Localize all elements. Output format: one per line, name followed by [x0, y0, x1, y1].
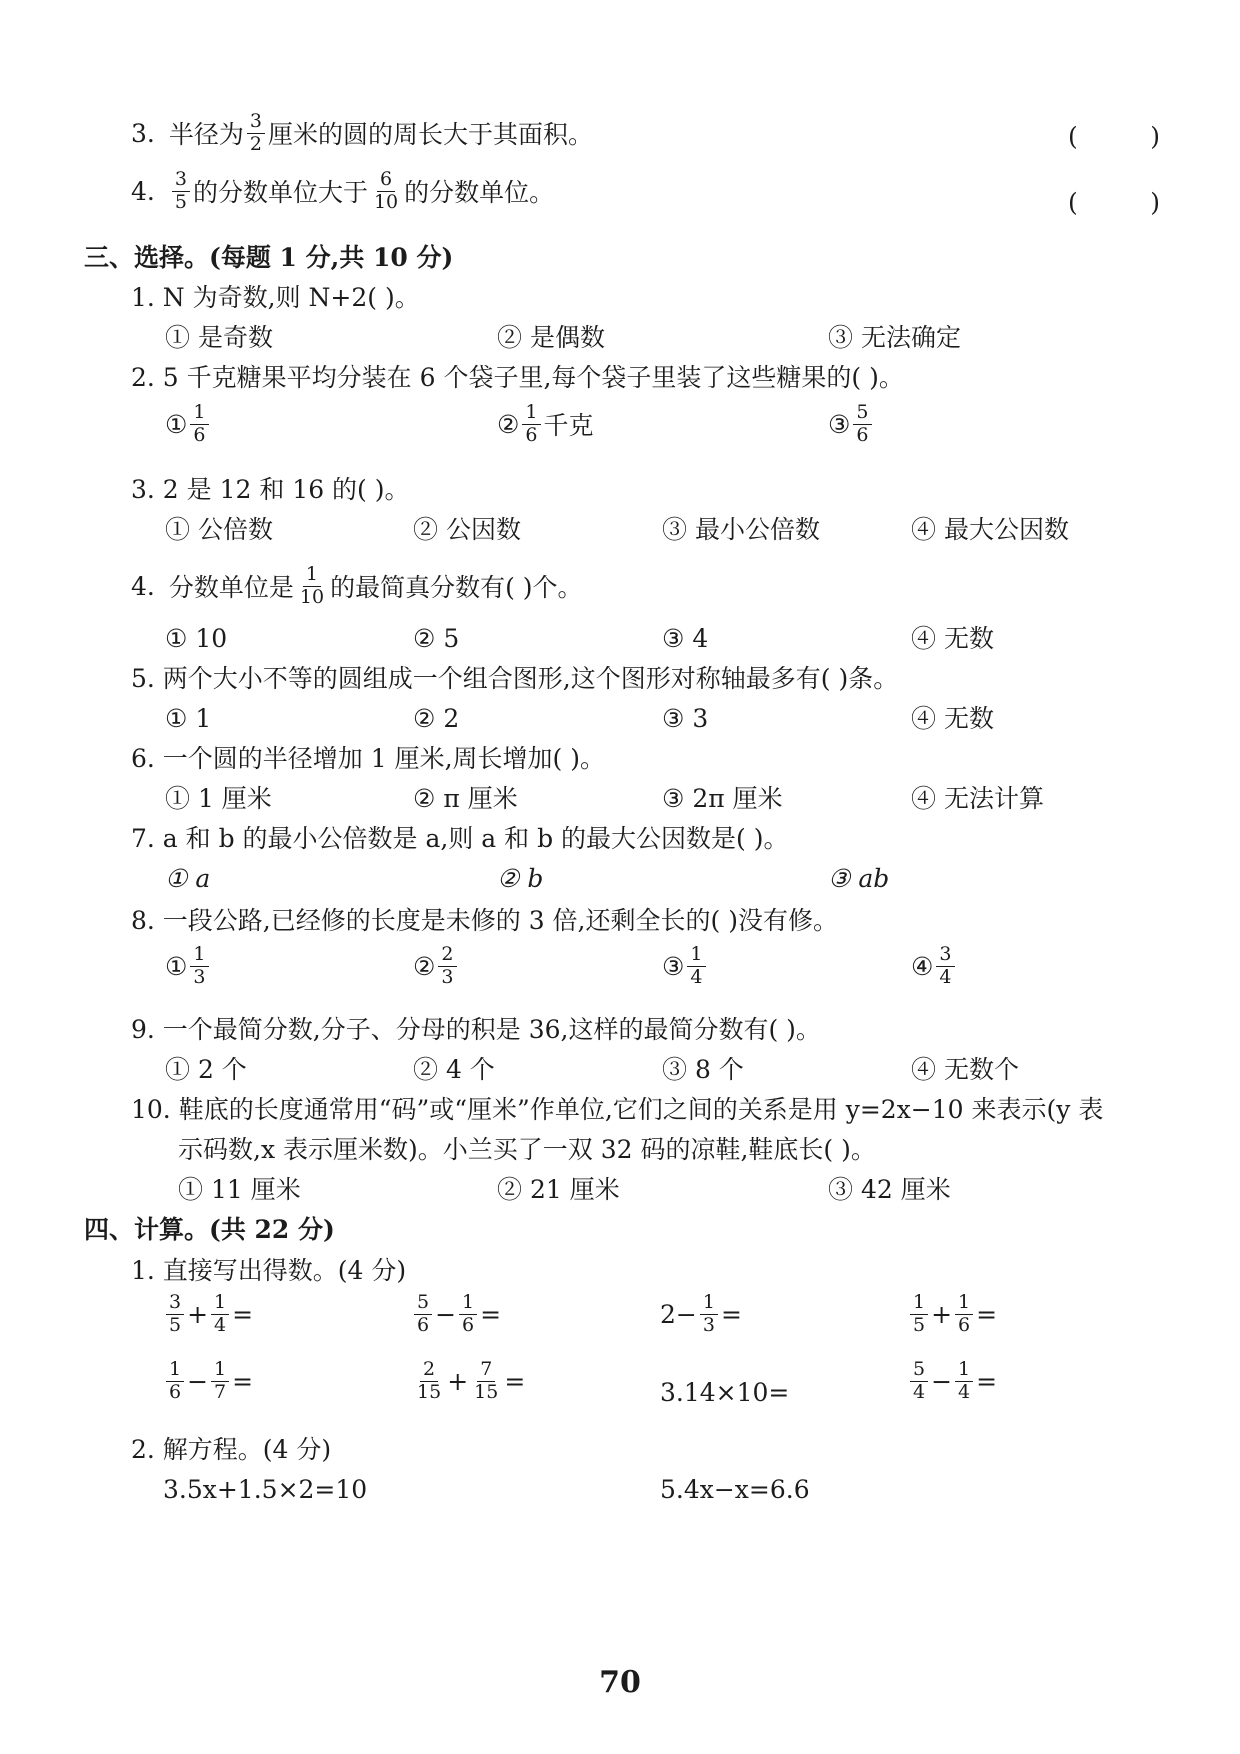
calc-expression: $\frac{5}{4}$ − $\frac{1}{4}$ = [907, 1360, 997, 1403]
choice-option[interactable]: ① 1 [165, 704, 212, 733]
choice-option[interactable]: ③ 最小公倍数 [662, 515, 820, 544]
question-text: 厘米的圆的周长大于其面积。 [267, 120, 593, 150]
page-number: 70 [599, 1665, 641, 1700]
choice-question-1: 1. N 为奇数,则 N+2( )。 [131, 283, 420, 312]
question-text: 的分数单位。 [404, 178, 555, 208]
choice-option[interactable]: ③ 8 个 [662, 1055, 744, 1084]
choice-option[interactable]: ④ 最大公因数 [911, 515, 1069, 544]
question-number: 4. [131, 176, 155, 206]
choice-question-8: 8. 一段公路,已经修的长度是未修的 3 倍,还剩全长的( )没有修。 [131, 906, 838, 935]
choice-option[interactable]: ④ 无法计算 [911, 784, 1044, 813]
choice-option[interactable]: ① $\frac{1}{6}$ [165, 403, 212, 446]
choice-option[interactable]: ① 11 厘米 [178, 1175, 301, 1204]
choice-option[interactable]: ② $\frac{1}{6}$ 千克 [497, 401, 594, 446]
choice-question-5: 5. 两个大小不等的圆组成一个组合图形,这个图形对称轴最多有( )条。 [131, 664, 899, 693]
choice-question-2: 2. 5 千克糖果平均分装在 6 个袋子里,每个袋子里装了这些糖果的( )。 [131, 363, 904, 392]
choice-option[interactable]: ③ ab [828, 864, 890, 893]
choice-option[interactable]: ④ 无数 [911, 704, 994, 733]
choice-option[interactable]: ① 2 个 [165, 1055, 247, 1084]
choice-option[interactable]: ① 公倍数 [165, 515, 273, 544]
fraction: $\frac{3}{2}$ [247, 112, 265, 155]
calc-expression: 2− $\frac{1}{3}$ = [660, 1291, 742, 1336]
calc-expression: $\frac{3}{5}$ + $\frac{1}{4}$ = [163, 1293, 253, 1336]
question-text: 的分数单位大于 [192, 178, 368, 208]
choice-option[interactable]: ② π 厘米 [413, 784, 518, 813]
choice-option[interactable]: ③ $\frac{1}{4}$ [662, 945, 709, 988]
choice-question-3: 3. 2 是 12 和 16 的( )。 [131, 475, 410, 504]
fraction: $\frac{6}{10}$ [373, 168, 399, 213]
fraction: $\frac{3}{5}$ [172, 170, 190, 213]
choice-option[interactable]: ② $\frac{2}{3}$ [413, 945, 460, 988]
choice-option[interactable]: ② 2 [413, 704, 460, 733]
calc-expression: $\frac{2}{15}$ + $\frac{7}{15}$ = [417, 1358, 526, 1403]
calc-expression: $\frac{1}{5}$ + $\frac{1}{6}$ = [907, 1293, 997, 1336]
section-heading: 三、选择。(每题 1 分,共 10 分) [84, 243, 454, 272]
calc-expression: $\frac{5}{6}$ − $\frac{1}{6}$ = [411, 1293, 501, 1336]
calc-expression: 3.14×10= [660, 1378, 790, 1407]
choice-option[interactable]: ④ 无数 [911, 624, 994, 653]
choice-question-7: 7. a 和 b 的最小公倍数是 a,则 a 和 b 的最大公因数是( )。 [131, 824, 789, 853]
question-text: 半径为 [168, 120, 244, 150]
question-number: 3. [131, 118, 155, 148]
choice-option[interactable]: ① $\frac{1}{3}$ [165, 945, 212, 988]
choice-option[interactable]: ③ 3 [662, 704, 709, 733]
choice-option[interactable]: ① 10 [165, 624, 228, 653]
equation: 5.4x−x=6.6 [660, 1475, 810, 1504]
choice-option[interactable]: ① a [165, 864, 211, 893]
choice-question-10-cont: 示码数,x 表示厘米数)。小兰买了一双 32 码的凉鞋,鞋底长( )。 [178, 1135, 876, 1164]
choice-option[interactable]: ③ 2π 厘米 [662, 784, 783, 813]
choice-option[interactable]: ② 21 厘米 [497, 1175, 620, 1204]
choice-option[interactable]: ② 公因数 [413, 515, 521, 544]
choice-option[interactable]: ③ 4 [662, 624, 709, 653]
section-heading: 四、计算。(共 22 分) [84, 1215, 335, 1244]
choice-option[interactable]: ② 4 个 [413, 1055, 495, 1084]
choice-option[interactable]: ② 5 [413, 624, 460, 653]
choice-option[interactable]: ① 1 厘米 [165, 784, 272, 813]
choice-option[interactable]: ③ $\frac{5}{6}$ [828, 403, 875, 446]
choice-option[interactable]: ④ 无数个 [911, 1055, 1019, 1084]
judge-question-4 [131, 170, 554, 213]
choice-option[interactable]: ② b [497, 864, 544, 893]
choice-question-9: 9. 一个最简分数,分子、分母的积是 36,这样的最简分数有( )。 [131, 1015, 821, 1044]
sub-question-1: 1. 直接写出得数。(4 分) [131, 1256, 407, 1285]
calc-expression: $\frac{1}{6}$ − $\frac{1}{7}$ = [163, 1360, 253, 1403]
choice-question-4: 4. 分数单位是 $\frac{1}{10}$ 的最简真分数有( )个。 [131, 563, 583, 608]
choice-option[interactable]: ② 是偶数 [497, 323, 605, 352]
judge-question-3 [131, 112, 593, 155]
answer-parentheses[interactable]: ( ) [1068, 188, 1160, 217]
choice-question-10: 10. 鞋底的长度通常用“码”或“厘米”作单位,它们之间的关系是用 y=2x−10 来表示(y 表 [131, 1095, 1104, 1124]
choice-option[interactable]: ③ 42 厘米 [828, 1175, 951, 1204]
choice-option[interactable]: ① 是奇数 [165, 323, 273, 352]
answer-parentheses[interactable]: ( ) [1068, 122, 1160, 151]
choice-option[interactable]: ③ 无法确定 [828, 323, 961, 352]
choice-option[interactable]: ④ $\frac{3}{4}$ [911, 945, 958, 988]
sub-question-2: 2. 解方程。(4 分) [131, 1435, 332, 1464]
choice-question-6: 6. 一个圆的半径增加 1 厘米,周长增加( )。 [131, 744, 606, 773]
equation: 3.5x+1.5×2=10 [163, 1475, 368, 1504]
